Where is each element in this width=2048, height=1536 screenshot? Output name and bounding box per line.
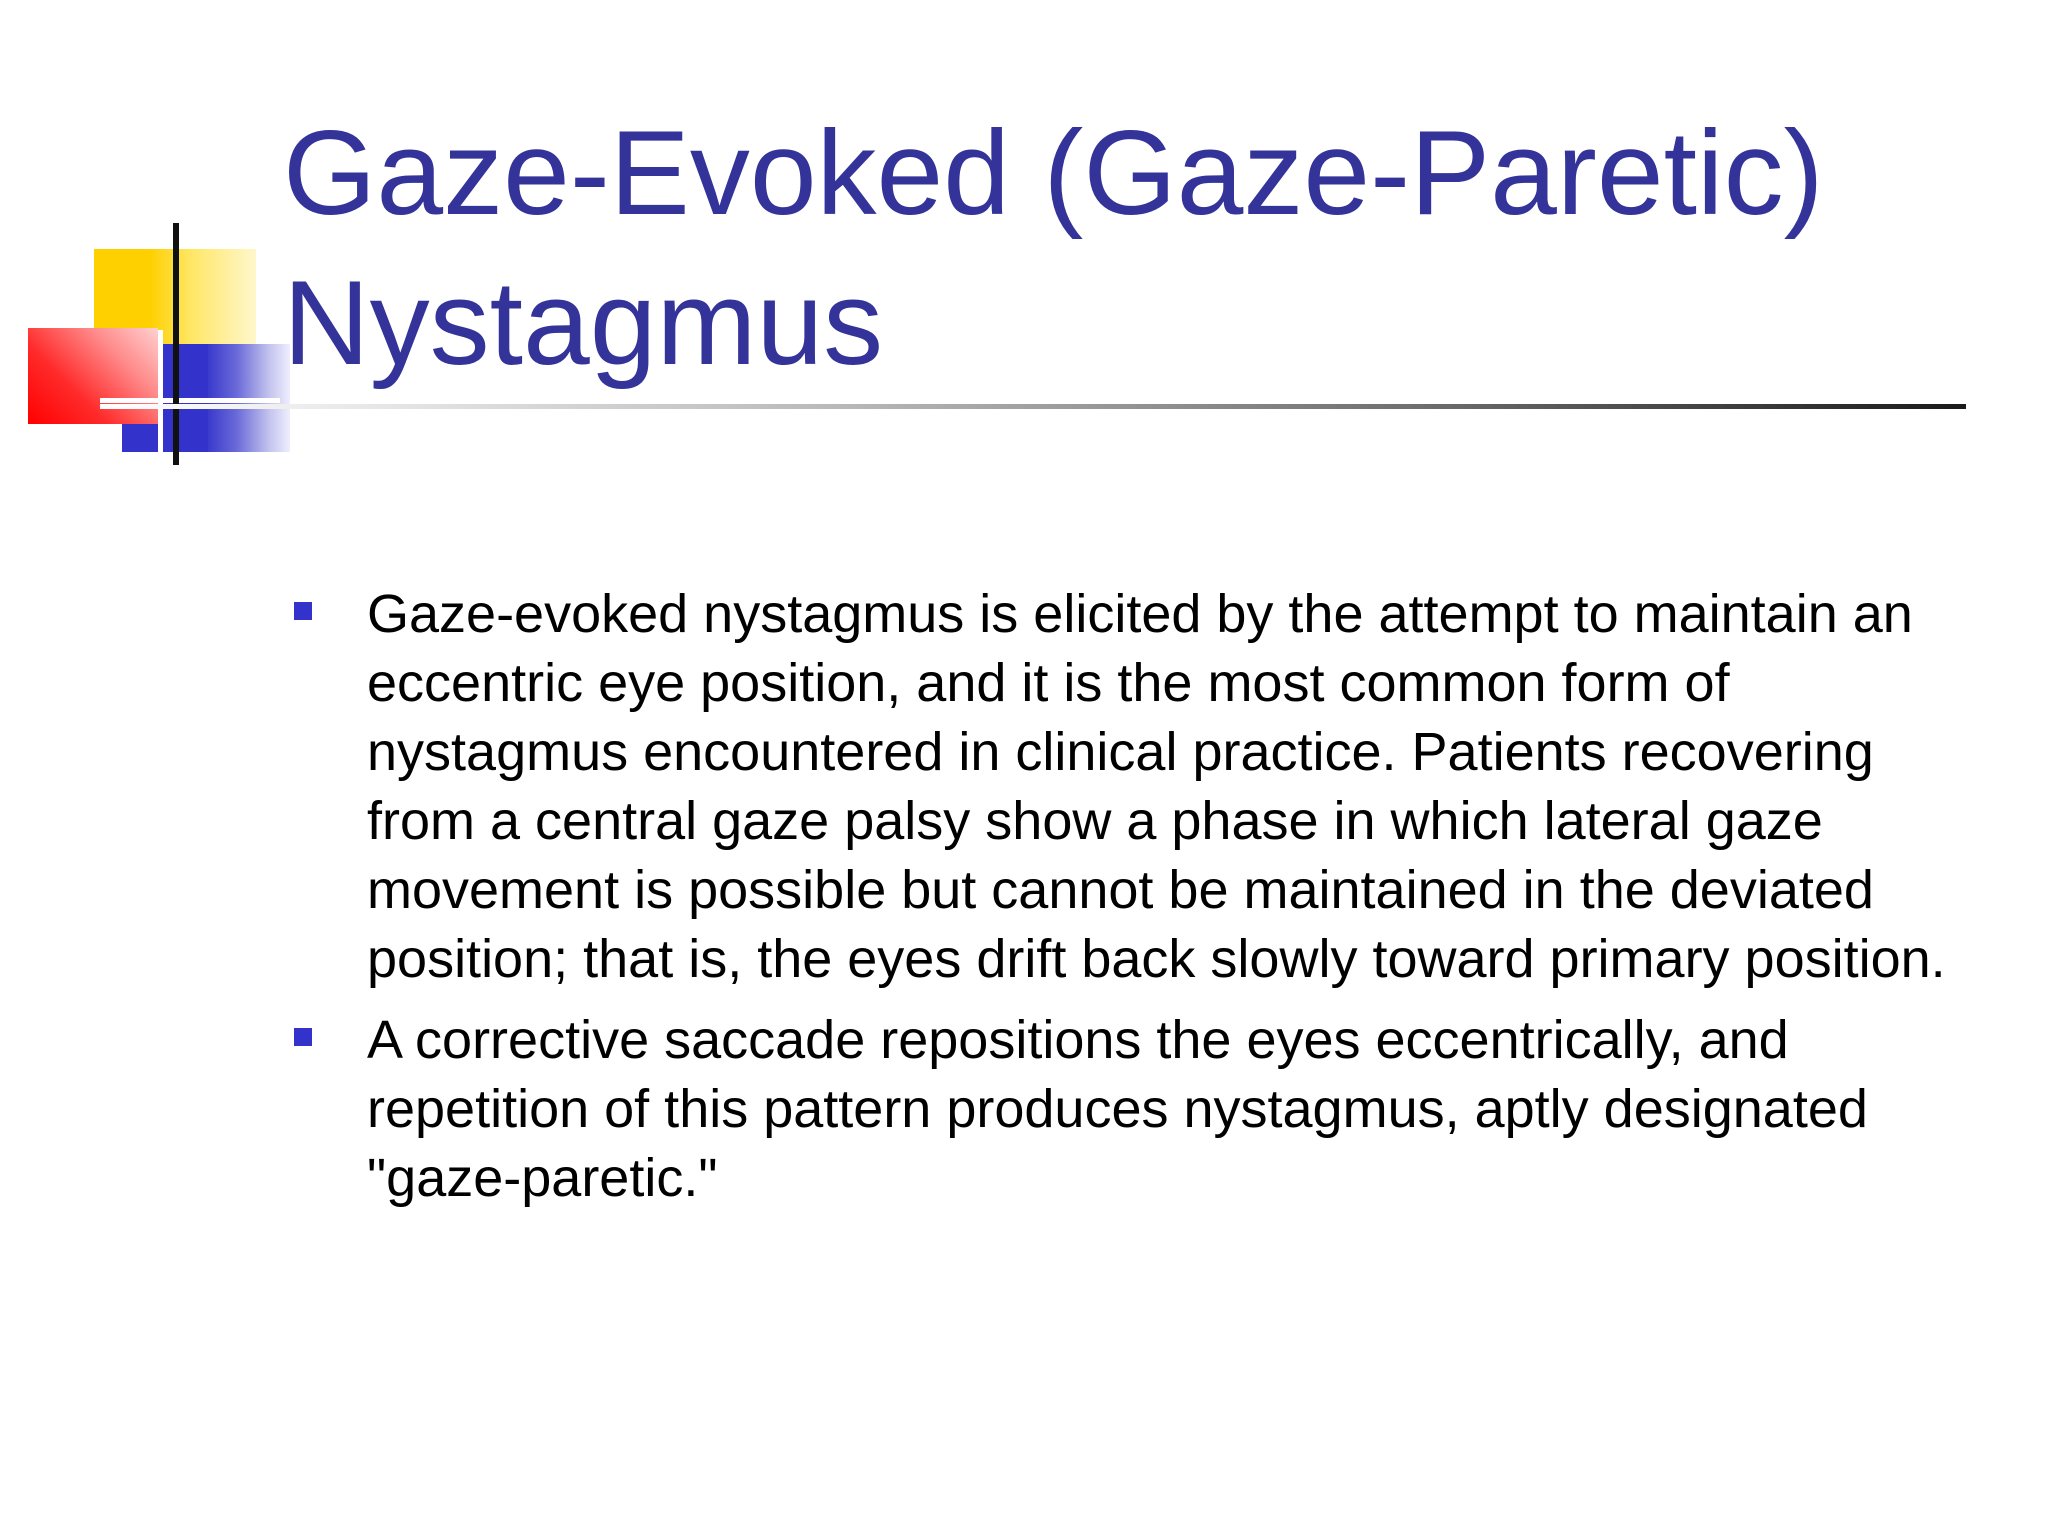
title-underline bbox=[100, 404, 1966, 409]
slide-title bbox=[283, 98, 2003, 398]
white-divider-line bbox=[100, 398, 280, 403]
black-vertical-line bbox=[173, 223, 179, 465]
bullet-item bbox=[292, 580, 1992, 994]
red-square-shape bbox=[28, 328, 158, 424]
slide-title-line-1: Gaze-Evoked (Gaze-Paretic) bbox=[283, 106, 1824, 240]
square-bullet-icon bbox=[294, 602, 312, 620]
bullet-text: Gaze-evoked nystagmus is elicited by the attempt to maintain an eccentric eye position, and it is the most common form of nystagmus encountered in clinical practice. Patients recovering from a central gaze palsy show a phase in which lateral gaze movement is possible but cannot be maintained in the deviated position; that is, the eyes drift back slowly toward primary position. bbox=[367, 584, 1946, 989]
slide-title-line-2: Nystagmus bbox=[283, 256, 884, 390]
square-bullet-icon bbox=[294, 1028, 312, 1046]
bullet-item bbox=[292, 1006, 1992, 1213]
bullet-text: A corrective saccade repositions the eyes eccentrically, and repetition of this pattern produces nystagmus, aptly designated "gaze-paretic." bbox=[367, 1010, 1868, 1208]
bullet-list bbox=[292, 580, 1992, 1213]
white-vertical-line bbox=[158, 330, 163, 454]
